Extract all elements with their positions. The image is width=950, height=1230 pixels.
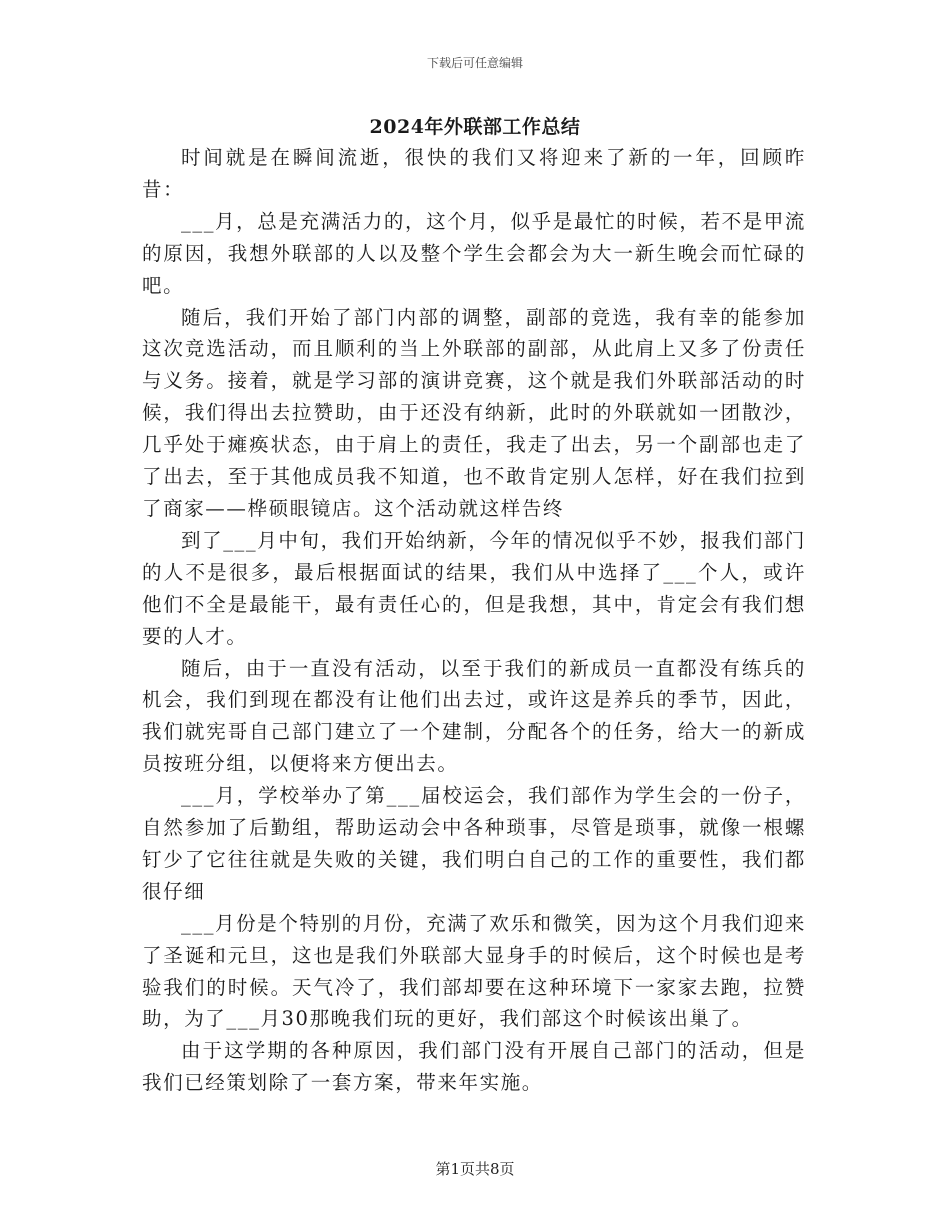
paragraph: 随后，我们开始了部门内部的调整，副部的竞选，我有幸的能参加这次竞选活动，而且顺利的当上外联部的副部，从此肩上又多了份责任与义务。接着，就是学习部的演讲竞赛，这个就是我们外联部活动的时候，我们得出去拉赞助，由于还没有纳新，此时的外联就如一团散沙，几乎处于瘫痪状态，由于肩上的责任，我走了出去，另一个副部也走了了出去，至于其他成员我不知道，也不敢肯定别人怎样，好在我们拉到了商家——桦硕眼镜店。这个活动就这样告终 <box>142 305 806 520</box>
page-footer: 第1页共8页 <box>435 1160 515 1178</box>
paragraph: 随后，由于一直没有活动，以至于我们的新成员一直都没有练兵的机会，我们到现在都没有让他们出去过，或许这是养兵的季节，因此，我们就宪哥自己部门建立了一个建制，分配各个的任务，给大一的新成员按班分组，以便将来方便出去。 <box>142 656 806 776</box>
paragraph: 由于这学期的各种原因，我们部门没有开展自己部门的活动，但是我们已经策划除了一套方案，带来年实施。 <box>142 1039 806 1095</box>
document-title: 2024年外联部工作总结 <box>369 116 581 138</box>
paragraph: 时间就是在瞬间流逝，很快的我们又将迎来了新的一年，回顾昨昔： <box>142 146 806 201</box>
paragraph: ___月，总是充满活力的，这个月，似乎是最忙的时候，若不是甲流的原因，我想外联部的人以及整个学生会都会为大一新生晚会而忙碌的吧。 <box>142 209 806 297</box>
paragraph: ___月，学校举办了第___届校运会，我们部作为学生会的一份子，自然参加了后勤组，帮助运动会中各种琐事，尽管是琐事，就像一根螺钉少了它往往就是失败的关键，我们明白自己的工作的重要性，我们都很仔细 <box>142 784 806 903</box>
paragraph: ___月份是个特别的月份，充满了欢乐和微笑，因为这个月我们迎来了圣诞和元旦，这也是我们外联部大显身手的时候后，这个时候也是考验我们的时候。天气冷了，我们部却要在这种环境下一家家去跑，拉赞助，为了___月30那晚我们玩的更好，我们部这个时候该出巢了。 <box>142 911 806 1031</box>
document-body <box>142 142 806 1099</box>
header-note: 下载后可任意编辑 <box>426 56 523 70</box>
paragraph: 到了___月中旬，我们开始纳新，今年的情况似乎不妙，报我们部门的人不是很多，最后根据面试的结果，我们从中选择了___个人，或许他们不全是最能干，最有责任心的，但是我想，其中，肯定会有我们想要的人才。 <box>142 528 806 648</box>
